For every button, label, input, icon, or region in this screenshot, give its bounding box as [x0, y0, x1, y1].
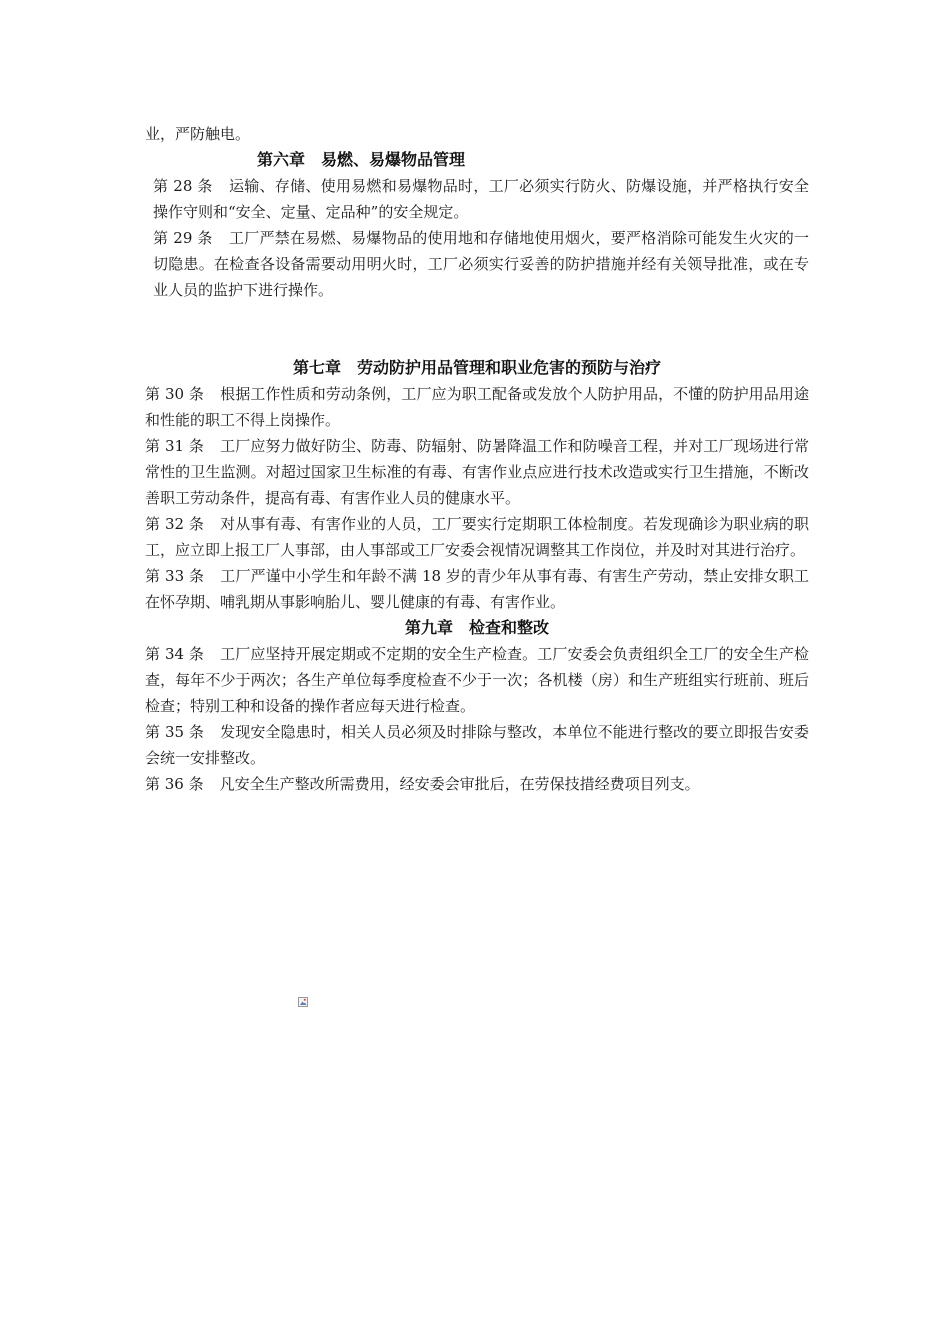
article-33	[145, 563, 809, 615]
article-text: 运输、存储、使用易燃和易爆物品时，工厂必须实行防火、防爆设施，并严格执行安全操作守则和“安全、定量、定品种”的安全规定。	[153, 177, 810, 221]
article-34	[145, 641, 809, 719]
article-text: 发现安全隐患时，相关人员必须及时排除与整改，本单位不能进行整改的要立即报告安委会统一安排整改。	[145, 723, 809, 767]
article-32	[145, 511, 809, 563]
article-text: 工厂应努力做好防尘、防毒、防辐射、防暑降温工作和防噪音工程，并对工厂现场进行常常性的卫生监测。对超过国家卫生标准的有毒、有害作业点应进行技术改造或实行卫生措施，不断改善职工劳动条件，提高有毒、有害作业人员的健康水平。	[145, 437, 809, 507]
chapter-6-heading: 第六章 易燃、易爆物品管理	[257, 150, 466, 169]
article-text: 工厂严禁在易燃、易爆物品的使用地和存储地使用烟火，要严格消除可能发生火灾的一切隐患。在检查各设备需要动用明火时，工厂必须实行妥善的防护措施并经有关领导批准，或在专业人员的监护下进行操作。	[153, 229, 810, 299]
article-text: 对从事有毒、有害作业的人员，工厂要实行定期职工体检制度。若发现确诊为职业病的职工，应立即上报工厂人事部，由人事部或工厂安委会视情况调整其工作岗位，并及时对其进行治疗。	[145, 515, 809, 559]
article-label: 第 30 条	[145, 385, 205, 403]
article-label: 第 33 条	[145, 567, 205, 585]
article-label: 第 28 条	[153, 177, 213, 195]
article-36	[145, 771, 809, 797]
chapter-7-heading: 第七章 劳动防护用品管理和职业危害的预防与治疗	[292, 358, 661, 377]
article-label: 第 34 条	[145, 645, 205, 663]
article-label: 第 36 条	[145, 775, 204, 793]
article-29	[145, 225, 809, 303]
article-30	[145, 381, 809, 433]
article-text: 凡安全生产整改所需费用，经安委会审批后，在劳保技措经费项目列支。	[219, 775, 700, 793]
article-28	[145, 173, 809, 225]
article-31	[145, 433, 809, 511]
article-35	[145, 719, 809, 771]
article-text: 工厂应坚持开展定期或不定期的安全生产检查。工厂安委会负责组织全工厂的安全生产检查，每年不少于两次；各生产单位每季度检查不少于一次；各机楼（房）和生产班组实行班前、班后检查；特别工种和设备的操作者应每天进行检查。	[145, 645, 809, 715]
article-label: 第 35 条	[145, 723, 205, 741]
continuation-line: 业，严防触电。	[145, 125, 251, 143]
chapter-9-heading: 第九章 检查和整改	[404, 618, 549, 637]
article-label: 第 31 条	[145, 437, 205, 455]
article-label: 第 29 条	[153, 229, 213, 247]
article-label: 第 32 条	[145, 515, 205, 533]
document-body	[145, 121, 809, 797]
article-text: 根据工作性质和劳动条例，工厂应为职工配备或发放个人防护用品，不懂的防护用品用途和性能的职工不得上岗操作。	[145, 385, 809, 429]
broken-image-icon	[298, 992, 308, 1002]
article-text: 工厂严谨中小学生和年龄不满 18 岁的青少年从事有毒、有害生产劳动，禁止安排女职工在怀孕期、哺乳期从事影响胎儿、婴儿健康的有毒、有害作业。	[145, 567, 809, 611]
